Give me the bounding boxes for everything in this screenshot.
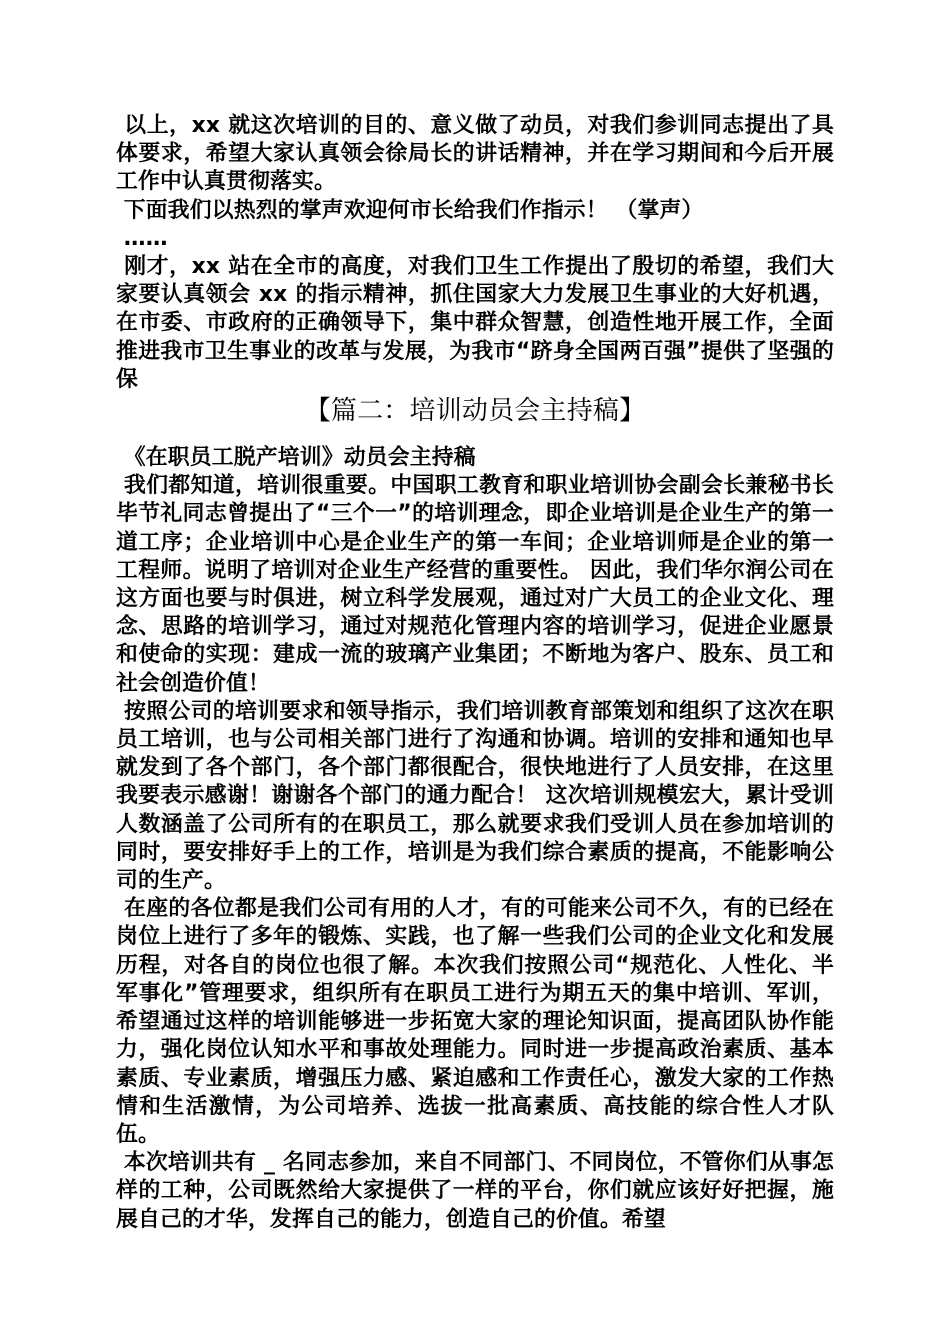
paragraph-importance: 我们都知道，培训很重要。中国职工教育和职业培训协会副会长兼秘书长毕节礼同志曾提出了“三个一”的培训理念，即企业培训是企业生产的第一道工序；企业培训中心是企业生产的第一车间；企业培训师是企业的第一工程师。说明了培训对企业生产经营的重要性。 因此，我们华尔润公司在这方面也要与时俱进，树立科学发展观，通过对广大员工的企业文化、理念、思路的培训学习，通过对规范化管理内容的培训学习，促进企业愿景和使命的实现：建成一流的玻璃产业集团；不断地为客户、股东、员工和社会创造价值！ (116, 473, 835, 696)
document-page (116, 112, 834, 1234)
paragraph-welcome: 下面我们以热烈的掌声欢迎何市长给我们作指示！ （掌声） (116, 197, 704, 223)
paragraph-talent: 在座的各位都是我们公司有用的人才，有的可能来公司不久，有的已经在岗位上进行了多年的锻炼、实践，也了解一些我们公司的企业文化和发展历程，对各自的岗位也很了解。本次我们按照公司“规范化、人性化、半军事化”管理要求，组织所有在职员工进行为期五天的集中培训、军训，希望通过这样的培训能够进一步拓宽大家的理论知识面，提高团队协作能力，强化岗位认知水平和事故处理能力。同时进一步提高政治素质、基本素质、专业素质，增强压力感、紧迫感和工作责任心，激发大家的工作热情和生活激情，为公司培养、选拔一批高素质、高技能的综合性人才队伍。 (116, 896, 835, 1147)
paragraph-ellipsis: …… (116, 225, 168, 251)
paragraph-summary: 以上，xx 就这次培训的目的、意义做了动员，对我们参训同志提出了具体要求，希望大家认真领会徐局长的讲话精神，并在学习期间和今后开展工作中认真贯彻落实。 (116, 113, 834, 195)
paragraph-arrangement: 按照公司的培训要求和领导指示，我们培训教育部策划和组织了这次在职员工培训，也与公司相关部门进行了沟通和协调。培训的安排和通知也早就发到了各个部门，各个部门都很配合，很快地进行了人员安排，在这里我要表示感谢！谢谢各个部门的通力配合！ 这次培训规模宏大，累计受训人数涵盖了公司所有的在职员工，那么就要求我们受训人员在参加培训的同时，要安排好手上的工作，培训是为我们综合素质的提高，不能影响公司的生产。 (116, 698, 835, 894)
paragraph-participants: 本次培训共有 _ 名同志参加，来自不同部门、不同岗位，不管你们从事怎样的工种，公司既然给大家提供了一样的平台，你们就应该好好把握，施展自己的才华，发挥自己的能力，创造自己的价值。希望 (116, 1150, 834, 1232)
sub-title: 《在职员工脱产培训》动员会主持稿 (116, 445, 476, 471)
paragraph-closing: 刚才，xx 站在全市的高度，对我们卫生工作提出了殷切的希望，我们大家要认真领会 xx 的指示精神，抓住国家大力发展卫生事业的大好机遇，在市委、市政府的正确领导下，集中群众智慧，创造性地开展工作，全面推进我市卫生事业的改革与发展，为我市“跻身全国两百强”提供了坚强的保 (116, 254, 834, 392)
section-title: 【篇二：培训动员会主持稿】 (304, 396, 646, 427)
